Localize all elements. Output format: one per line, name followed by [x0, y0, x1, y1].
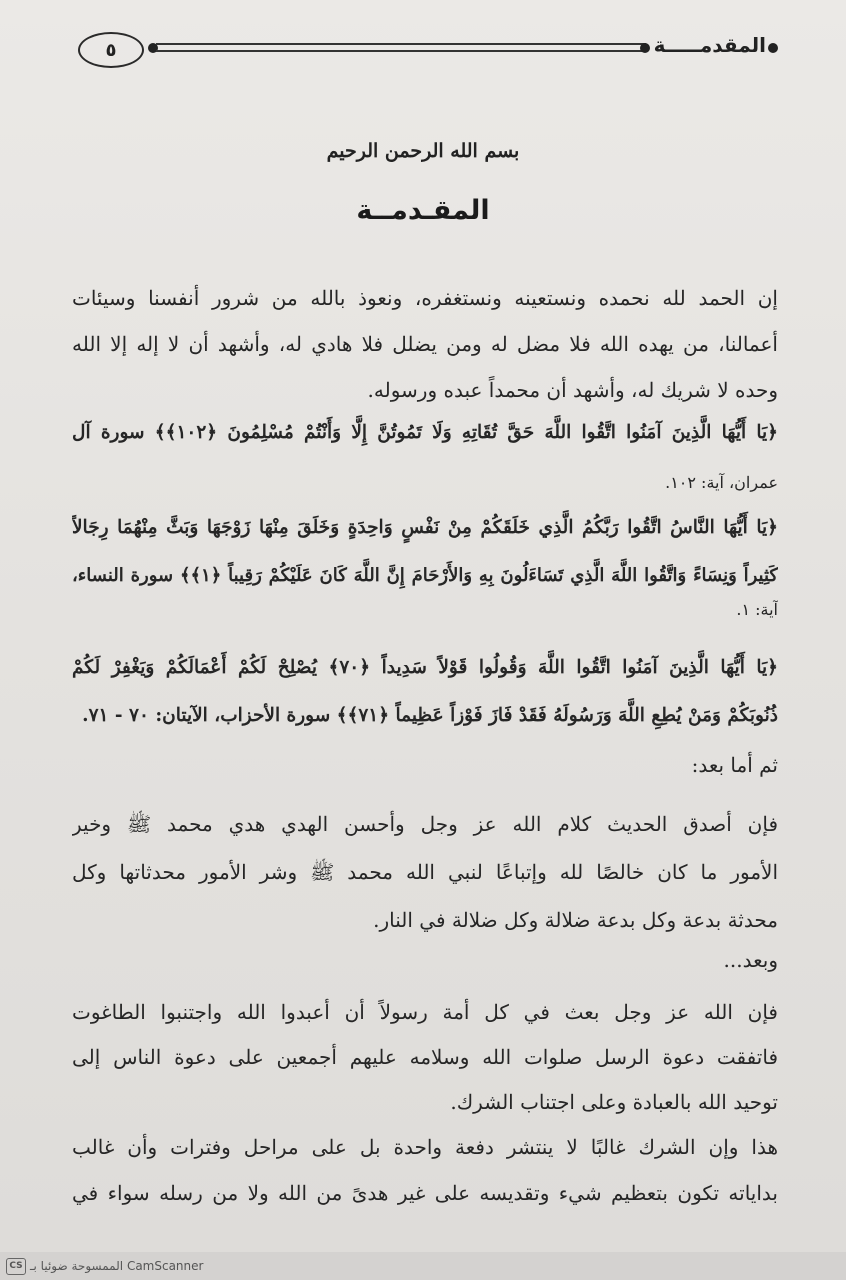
paragraph-shirk	[72, 1124, 778, 1216]
watermark-text: الممسوحة ضوئيا بـ CamScanner	[30, 1259, 204, 1273]
text-line: فإن الله عز وجل بعث في كل أمة رسولاً أن أعبدوا الله واجتنبوا الطاغوت	[72, 1000, 778, 1024]
camscanner-watermark	[6, 1257, 203, 1275]
text-line: محدثة بدعة وكل بدعة ضلالة وكل ضلالة في النار.	[373, 908, 778, 932]
quran-verse-al-imran	[72, 408, 778, 508]
verse-line: ﴿يَا أَيُّهَا الَّذِينَ آمَنُوا اتَّقُوا اللَّهَ وَقُولُوا قَوْلاً سَدِيداً ﴿٧٠﴾ يُصْلِحْ لَكُمْ أَعْمَالَكُمْ وَيَغْفِرْ لَكُمْ	[72, 657, 778, 678]
text-line: هذا وإن الشرك غالبًا لا ينتشر دفعة واحدة بل على مراحل وفترات وأن غالب	[72, 1135, 778, 1159]
paragraph-amma-baad	[72, 745, 778, 785]
ornament-dot	[768, 43, 778, 53]
chapter-title: المقـدمــة	[356, 195, 490, 226]
scanner-watermark-bar	[0, 1252, 846, 1280]
text-line: وحده لا شريك له، وأشهد أن محمداً عبده ورسوله.	[367, 378, 778, 402]
verse-reference: آية: ١.	[736, 600, 778, 619]
text-line: فإن أصدق الحديث كلام الله عز وجل وأحسن الهدي هدي محمد ﷺ وخير	[72, 812, 778, 836]
paragraph-hadith	[72, 800, 778, 944]
verse-line: كَثِيراً وَنِسَاءً وَاتَّقُوا اللَّهَ الَّذِي تَسَاءَلُونَ بِهِ وَالأَرْحَامَ إِنَّ اللَّهَ كَانَ عَلَيْكُمْ رَقِيباً ﴿١﴾﴾ سورة النساء،	[72, 565, 778, 586]
quran-verse-an-nisa	[72, 504, 778, 620]
quran-verse-al-ahzab	[72, 644, 778, 740]
text-line: إن الحمد لله نحمده ونستعينه ونستغفره، ونعوذ بالله من شرور أنفسنا وسيئات	[72, 286, 778, 310]
text-line: توحيد الله بالعبادة وعلى اجتناب الشرك.	[450, 1090, 778, 1114]
paragraph-tawhid	[72, 990, 778, 1125]
verse-line: ﴿يَا أَيُّهَا الَّذِينَ آمَنُوا اتَّقُوا اللَّهَ حَقَّ تُقَاتِهِ وَلَا تَمُوتُنَّ إِلَّا وَأَنْتُمْ مُسْلِمُونَ ﴿١٠٢﴾﴾ سورة آل	[72, 422, 778, 443]
text-line: وبعد...	[723, 948, 778, 972]
page-number: ٥	[78, 32, 144, 68]
basmala: بسم الله الرحمن الرحيم	[326, 140, 520, 162]
running-header	[78, 30, 778, 68]
text-line: فاتفقت دعوة الرسل صلوات الله وسلامه عليهم أجمعين على دعوة الناس إلى	[72, 1045, 778, 1069]
running-title: المقدمـــــة	[653, 33, 766, 57]
paragraph-wa-baad	[72, 940, 778, 980]
verse-reference: عمران، آية: ١٠٢.	[665, 473, 778, 492]
text-line: الأمور ما كان خالصًا لله وإتباعًا لنبي الله محمد ﷺ وشر الأمور محدثاتها وكل	[72, 860, 778, 884]
verse-line: ذُنُوبَكُمْ وَمَنْ يُطِعِ اللَّهَ وَرَسُولَهُ فَقَدْ فَازَ فَوْزاً عَظِيماً ﴿٧١﴾﴾ سورة الأحزاب، الآيتان: ٧٠ - ٧١.	[82, 705, 778, 726]
header-rule	[156, 43, 646, 52]
text-line: بداياته تكون بتعظيم شيء وتقديسه على غير هدىً من الله ولا من رسله سواء في	[72, 1181, 778, 1205]
ornament-dot	[640, 43, 650, 53]
text-line: أعمالنا، من يهده الله فلا مضل له ومن يضلل فلا هادي له، وأشهد أن لا إله إلا الله	[72, 332, 778, 356]
verse-line: ﴿يَا أَيُّهَا النَّاسُ اتَّقُوا رَبَّكُمُ الَّذِي خَلَقَكُمْ مِنْ نَفْسٍ وَاحِدَةٍ وَخَلَقَ مِنْهَا زَوْجَهَا وَبَثَّ مِنْهُمَا رِجَالاً	[72, 517, 778, 538]
camscanner-logo-icon: CS	[6, 1258, 26, 1275]
text-line: ثم أما بعد:	[691, 753, 778, 777]
paragraph-opening	[72, 275, 778, 413]
